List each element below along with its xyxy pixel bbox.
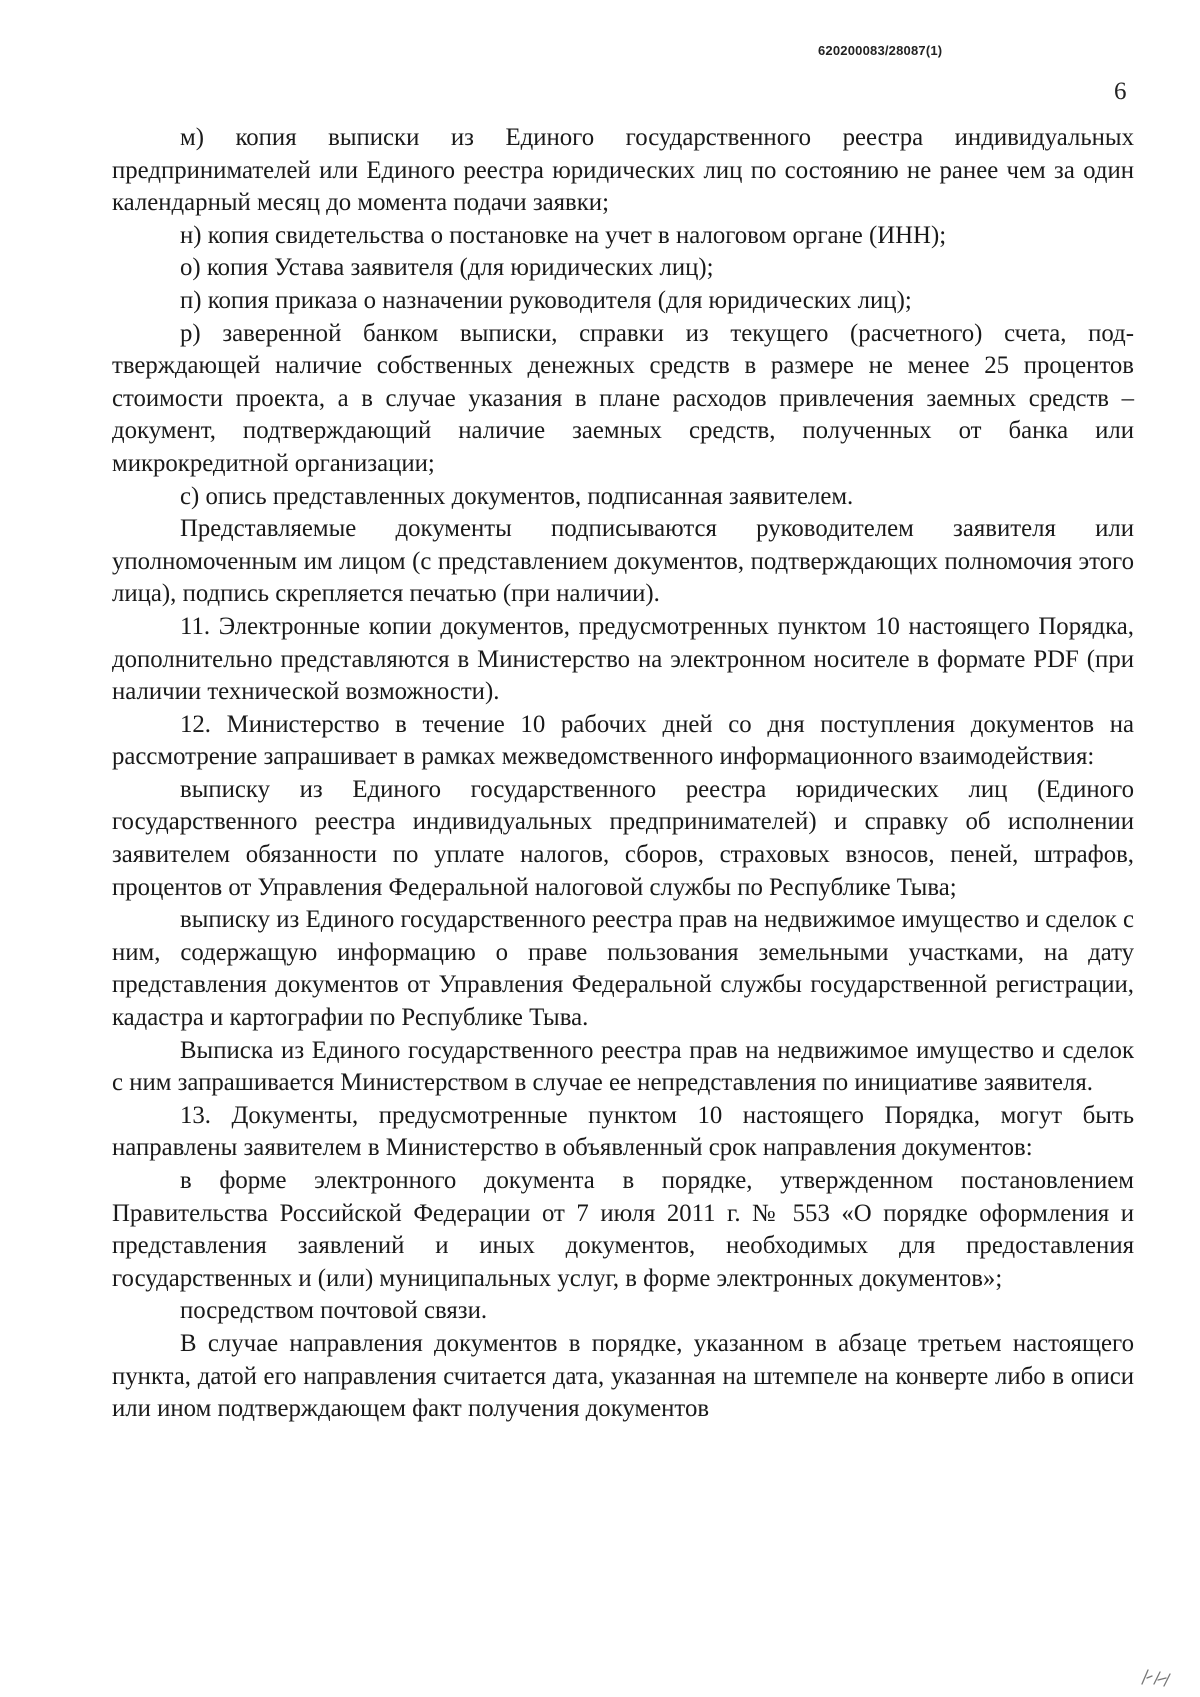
paragraph-electronic-form: в форме электронного документа в порядке, утвержденном постановлением Правительства Российской Федерации от 7 июля 2011 г. № 553 «О порядке оформления и представления заявлений и иных документов, необходимых для предоставления государственных и (или) муниципальных услуг, в форме электронных документов»; [112, 1167, 1134, 1292]
document-body [112, 122, 1134, 1426]
paragraph-clause-12: 12. Министерство в течение 10 рабочих дней со дня поступления документов на рассмотрение запрашивает в рамках межведомственного информационного взаимодействия: [112, 710, 1134, 771]
paragraph-property-extract: выписку из Единого государственного реестра прав на недвижимое имущество и сделок с ним, содержащую информацию о праве пользования земельными участками, на дату представления документов от Управления Федеральной службы государственной регистрации, кадастра и картографии по Республике Тыва. [112, 906, 1134, 1032]
paragraph-clause-13: 13. Документы, предусмотренные пунктом 10 настоящего Порядка, могут быть направлены заявителем в Министерство в объявленный срок направления документов: [112, 1101, 1134, 1162]
handwritten-mark [1138, 1664, 1178, 1688]
paragraph-submission-date: В случае направления документов в порядке, указанном в абзаце третьем настоящего пункта, датой его направления считается дата, указанная на штемпеле на конверте либо в описи или ином подтверждающем факт получения документов [112, 1329, 1134, 1423]
paragraph-item-p: п) копия приказа о назначении руководителя (для юридических лиц); [180, 286, 912, 314]
paragraph-tax-extract: выписку из Единого государственного реестра юридических лиц (Единого государственного реестра индивидуальных предпринимателей) и справку об исполнении заявителем обязанности по уплате налогов, сборов, страховых взносов, пеней, штрафов, процентов от Управления Федеральной налоговой службы по Республике Тыва; [112, 775, 1134, 901]
paragraph-item-s: с) опись представленных документов, подписанная заявителем. [180, 482, 854, 510]
paragraph-item-o: о) копия Устава заявителя (для юридических лиц); [180, 254, 714, 282]
paragraph-signing-rules: Представляемые документы подписываются руководителем заявителя или уполномоченным им лицом (с представлением документов, подтверждающих полномочия этого лица), подпись скрепляется печатью (при наличии). [112, 515, 1134, 608]
paragraph-item-r: р) заверенной банком выписки, справки из текущего (расчетного) счета, подтверждающей наличие собственных денежных средств в размере не менее 25 процентов стоимости проекта, а в случае указания в плане расходов привлечения заемных средств – документ, подтверждающий наличие заемных средств, полученных от банка или микрокредитной организации; [112, 319, 1134, 477]
document-id: 620200083/28087(1) [818, 43, 943, 58]
paragraph-clause-11: 11. Электронные копии документов, предусмотренных пунктом 10 настоящего Порядка, дополнительно представляются в Министерство на электронном носителе в формате PDF (при наличии технической возможности). [112, 612, 1134, 706]
paragraph-item-n: н) копия свидетельства о постановке на учет в налоговом органе (ИНН); [180, 221, 947, 249]
page-number: 6 [1114, 78, 1127, 105]
paragraph-extract-request: Выписка из Единого государственного реестра прав на недвижимое имущество и сделок с ним запрашивается Министерством в случае ее непредставления по инициативе заявителя. [112, 1036, 1134, 1097]
paragraph-item-m: м) копия выписки из Единого государственного реестра индивидуальных предпринимателей или Единого реестра юридических лиц по состоянию не ранее чем за один календарный месяц до момента подачи заявки; [112, 124, 1134, 217]
paragraph-postal: посредством почтовой связи. [180, 1297, 488, 1325]
